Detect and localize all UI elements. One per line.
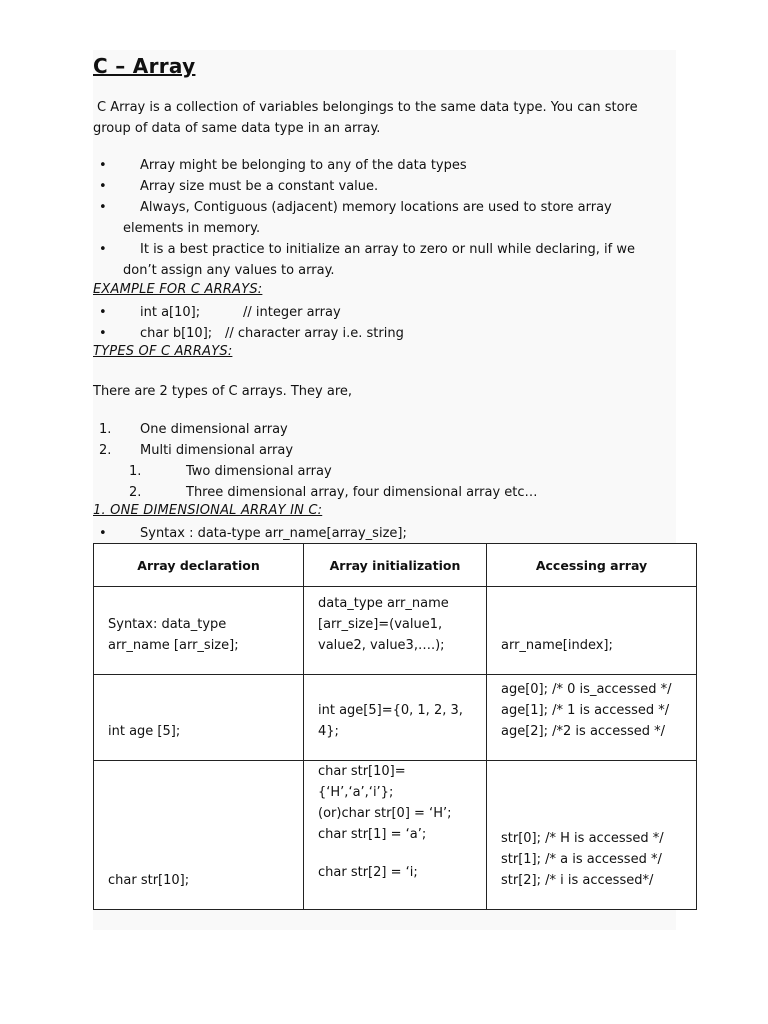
types-intro: There are 2 types of C arrays. They are, bbox=[93, 384, 353, 399]
types-heading: TYPES OF C ARRAYS: bbox=[93, 344, 233, 359]
table-cell bbox=[304, 761, 487, 910]
subtype-number: 2. bbox=[129, 485, 142, 500]
table-cell bbox=[304, 587, 487, 675]
table-cell bbox=[94, 587, 304, 675]
table-cell bbox=[487, 587, 697, 675]
cell-line: arr_name[index]; bbox=[501, 638, 613, 653]
table-row bbox=[94, 675, 697, 761]
type-number: 1. bbox=[99, 422, 112, 437]
cell-line: str[0]; /* H is accessed */ bbox=[501, 831, 664, 846]
cell-line: Syntax: data_type bbox=[108, 617, 227, 632]
bullet-dot-icon: • bbox=[99, 200, 107, 215]
bullet-dot-icon: • bbox=[99, 158, 107, 173]
cell-line: char str[10]={‘H’,‘a’,‘i’}; bbox=[318, 764, 406, 800]
cell-line: arr_name [arr_size]; bbox=[108, 638, 239, 653]
table-cell bbox=[487, 761, 697, 910]
bullet-dot-icon: • bbox=[99, 305, 107, 320]
table-cell bbox=[94, 675, 304, 761]
cell-line: age[0]; /* 0 is_accessed */ bbox=[501, 682, 672, 697]
cell-line: [arr_size]=(value1, bbox=[318, 617, 443, 632]
cell-line: char str[10]; bbox=[108, 873, 190, 888]
cell-line: 4}; bbox=[318, 724, 339, 739]
intro-line-1: C Array is a collection of variables belongings to the same data type. You can store bbox=[97, 100, 638, 115]
bullet-text: Always, Contiguous (adjacent) memory locations are used to store array bbox=[140, 200, 612, 215]
syntax-bullet: Syntax : data-type arr_name[array_size]; bbox=[140, 526, 407, 541]
bullet-dot-icon: • bbox=[99, 242, 107, 257]
table-header: Array declaration bbox=[94, 544, 304, 587]
type-number: 2. bbox=[99, 443, 112, 458]
cell-line: char str[2] = ‘i; bbox=[318, 865, 418, 880]
cell-line: int age[5]={0, 1, 2, 3, bbox=[318, 703, 463, 718]
cell-line: value2, value3,….); bbox=[318, 638, 445, 653]
cell-line bbox=[318, 845, 472, 862]
subtype-number: 1. bbox=[129, 464, 142, 479]
cell-line: age[2]; /*2 is accessed */ bbox=[501, 724, 666, 739]
table-row bbox=[94, 761, 697, 910]
table-header: Array initialization bbox=[304, 544, 487, 587]
example-heading: EXAMPLE FOR C ARRAYS: bbox=[93, 282, 263, 297]
cell-line: str[1]; /* a is accessed */ bbox=[501, 852, 662, 867]
type-label: One dimensional array bbox=[140, 422, 288, 437]
example-code: int a[10]; bbox=[140, 305, 201, 320]
cell-line: data_type arr_name bbox=[318, 596, 449, 611]
table-row bbox=[94, 587, 697, 675]
cell-line: char str[1] = ‘a’; bbox=[318, 827, 427, 842]
table-cell bbox=[94, 761, 304, 910]
bullet-text: Array might be belonging to any of the data types bbox=[140, 158, 467, 173]
page-title: C – Array bbox=[93, 54, 196, 78]
intro-line-2: group of data of same data type in an array. bbox=[93, 121, 381, 136]
bullet-text-continued: elements in memory. bbox=[123, 221, 261, 236]
array-table bbox=[93, 543, 697, 910]
bullet-text: Array size must be a constant value. bbox=[140, 179, 379, 194]
bullet-dot-icon: • bbox=[99, 526, 107, 541]
table-header: Accessing array bbox=[487, 544, 697, 587]
one-dim-heading: 1. ONE DIMENSIONAL ARRAY IN C: bbox=[93, 503, 323, 518]
subtype-label: Three dimensional array, four dimensional array etc… bbox=[186, 485, 538, 500]
bullet-dot-icon: • bbox=[99, 179, 107, 194]
example-comment: // character array i.e. string bbox=[225, 326, 404, 341]
table-cell bbox=[487, 675, 697, 761]
bullet-text: It is a best practice to initialize an array to zero or null while declaring, if we bbox=[140, 242, 635, 257]
type-label: Multi dimensional array bbox=[140, 443, 294, 458]
cell-line: (or)char str[0] = ‘H’; bbox=[318, 806, 452, 821]
cell-line: age[1]; /* 1 is accessed */ bbox=[501, 703, 670, 718]
example-code: char b[10]; bbox=[140, 326, 213, 341]
table-cell bbox=[304, 675, 487, 761]
bullet-dot-icon: • bbox=[99, 326, 107, 341]
example-comment: // integer array bbox=[243, 305, 341, 320]
bullet-text-continued: don’t assign any values to array. bbox=[123, 263, 335, 278]
subtype-label: Two dimensional array bbox=[186, 464, 332, 479]
cell-line: int age [5]; bbox=[108, 724, 181, 739]
cell-line: str[2]; /* i is accessed*/ bbox=[501, 873, 654, 888]
table-header-row bbox=[94, 544, 697, 587]
